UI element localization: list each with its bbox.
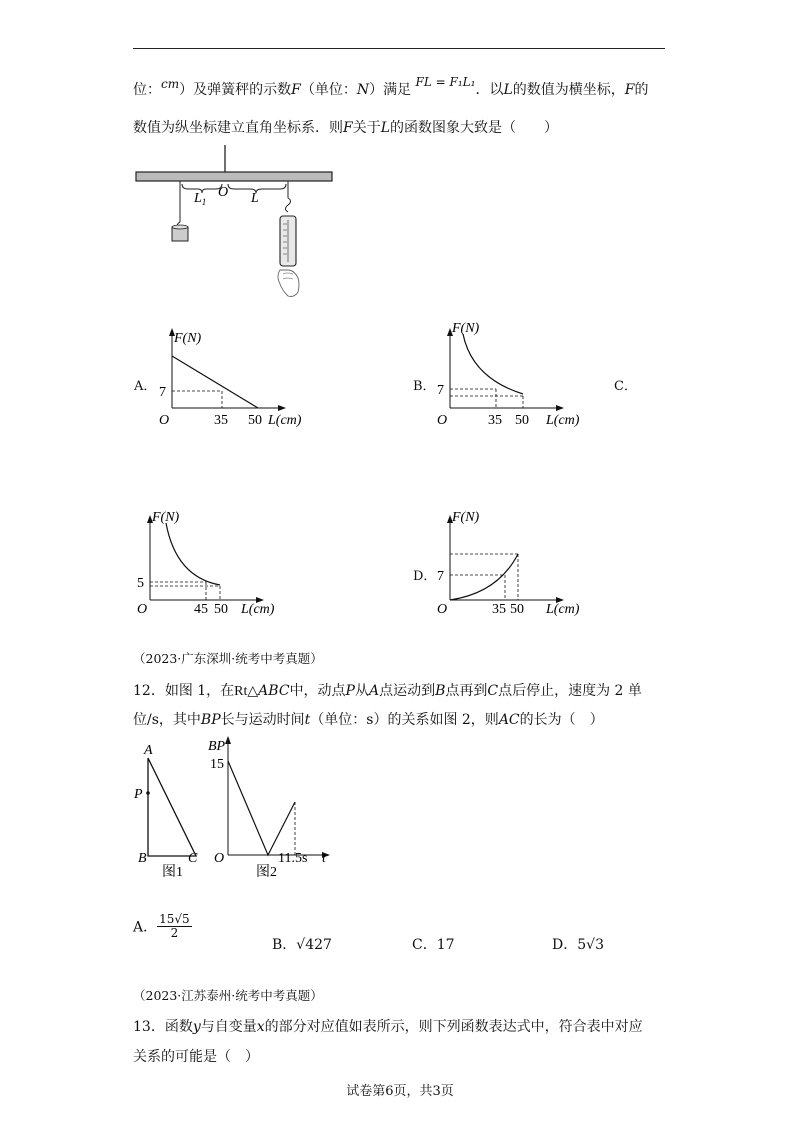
q12-source: （2023·广东深圳·统考中考真题） [133, 651, 323, 666]
axis-label-x: L(cm) [546, 602, 580, 617]
origin-label: O [437, 413, 448, 428]
option-d-label[interactable]: D． [413, 569, 437, 584]
option-c-label[interactable]: C． [614, 379, 637, 394]
option-b-graph [428, 318, 598, 433]
axis-label-x: L(cm) [268, 413, 302, 428]
axis-label-y: F(N) [452, 321, 480, 336]
option-a-graph [150, 318, 320, 433]
option-a-label[interactable]: A． [134, 379, 157, 394]
axis-label-y: F(N) [174, 331, 202, 346]
tick-label-x: 45 [194, 602, 208, 617]
axis-label-x: L(cm) [241, 602, 275, 617]
lever-label-L1: $L_1$ [194, 191, 207, 207]
q12-line-1: 12．如图 1，在Rt△ABC中，动点P从A点运动到B点再到C点后停止，速度为 2 单 [133, 683, 642, 699]
origin-label: O [137, 602, 148, 617]
vertex-a: A [144, 743, 153, 758]
choice-a[interactable]: A． $\frac{15√5}{2}$ [133, 912, 190, 941]
tick-label-x: 50 [515, 413, 529, 428]
origin-label: O [437, 602, 448, 617]
q12-line-2: 位/s，其中BP长与运动时间t（单位：s）的关系如图 2，则AC的长为（ ） [133, 712, 604, 728]
tick-label-y: 15 [210, 757, 224, 772]
q12-figure-1 [130, 738, 210, 888]
axis-label-x: L(cm) [546, 413, 580, 428]
choice-d[interactable]: D．5√3 [552, 937, 604, 953]
tick-label-x: 35 [488, 413, 502, 428]
origin-label: O [159, 413, 170, 428]
option-c-graph [128, 505, 298, 620]
q13-source: （2023·江苏泰州·统考中考真题） [133, 988, 323, 1003]
page-footer: 试卷第6页，共3页 [346, 1084, 454, 1099]
axis-label-y: BP [208, 739, 226, 754]
formula: FL = F₁L₁ [415, 75, 476, 89]
q11-line-1: 位：cm）及弹簧秤的示数F（单位：N）满足 FL = F₁L₁．以L的数值为横坐标，F的 [133, 75, 649, 98]
tick-label-y: 7 [159, 385, 166, 400]
tick-label-x: 50 [510, 602, 524, 617]
vertex-c: C [188, 851, 198, 866]
tick-label-x: 35 [214, 413, 228, 428]
option-b-label[interactable]: B． [413, 379, 436, 394]
choice-c[interactable]: C．17 [412, 937, 455, 953]
caption-fig2: 图2 [256, 865, 277, 880]
choice-b[interactable]: B．√427 [272, 937, 332, 953]
axis-label-y: F(N) [152, 510, 180, 525]
tick-label-y: 7 [437, 569, 444, 584]
hand-icon [278, 270, 299, 297]
tick-label-y: 7 [437, 383, 444, 398]
vertex-b: B [138, 851, 147, 866]
fraction: $\frac{15√5}{2}$ [159, 912, 190, 941]
q12-figure-2 [208, 732, 338, 888]
q13-line-1: 13．函数y与自变量x的部分对应值如表所示，则下列函数表达式中，符合表中对应 [133, 1019, 643, 1035]
tick-label-y: 5 [137, 576, 144, 591]
caption-fig1: 图1 [162, 865, 183, 880]
axis-label-x: t [322, 851, 326, 866]
tick-label-x: 11.5s [278, 851, 308, 866]
top-rule [133, 48, 665, 49]
option-d-graph [428, 505, 598, 620]
point-p: P [134, 787, 143, 802]
tick-label-x: 35 [492, 602, 506, 617]
tick-label-x: 50 [214, 602, 228, 617]
q11-line-2: 数值为纵坐标建立直角坐标系．则F关于L的函数图象大致是（ ） [133, 120, 559, 136]
axis-label-y: F(N) [452, 510, 480, 525]
q13-line-2: 关系的可能是（ ） [133, 1049, 259, 1065]
tick-label-x: 50 [248, 413, 262, 428]
lever-label-O: O [218, 185, 229, 200]
origin-label: O [214, 851, 225, 866]
lever-label-L: L [251, 191, 259, 206]
lever-figure [130, 140, 340, 305]
